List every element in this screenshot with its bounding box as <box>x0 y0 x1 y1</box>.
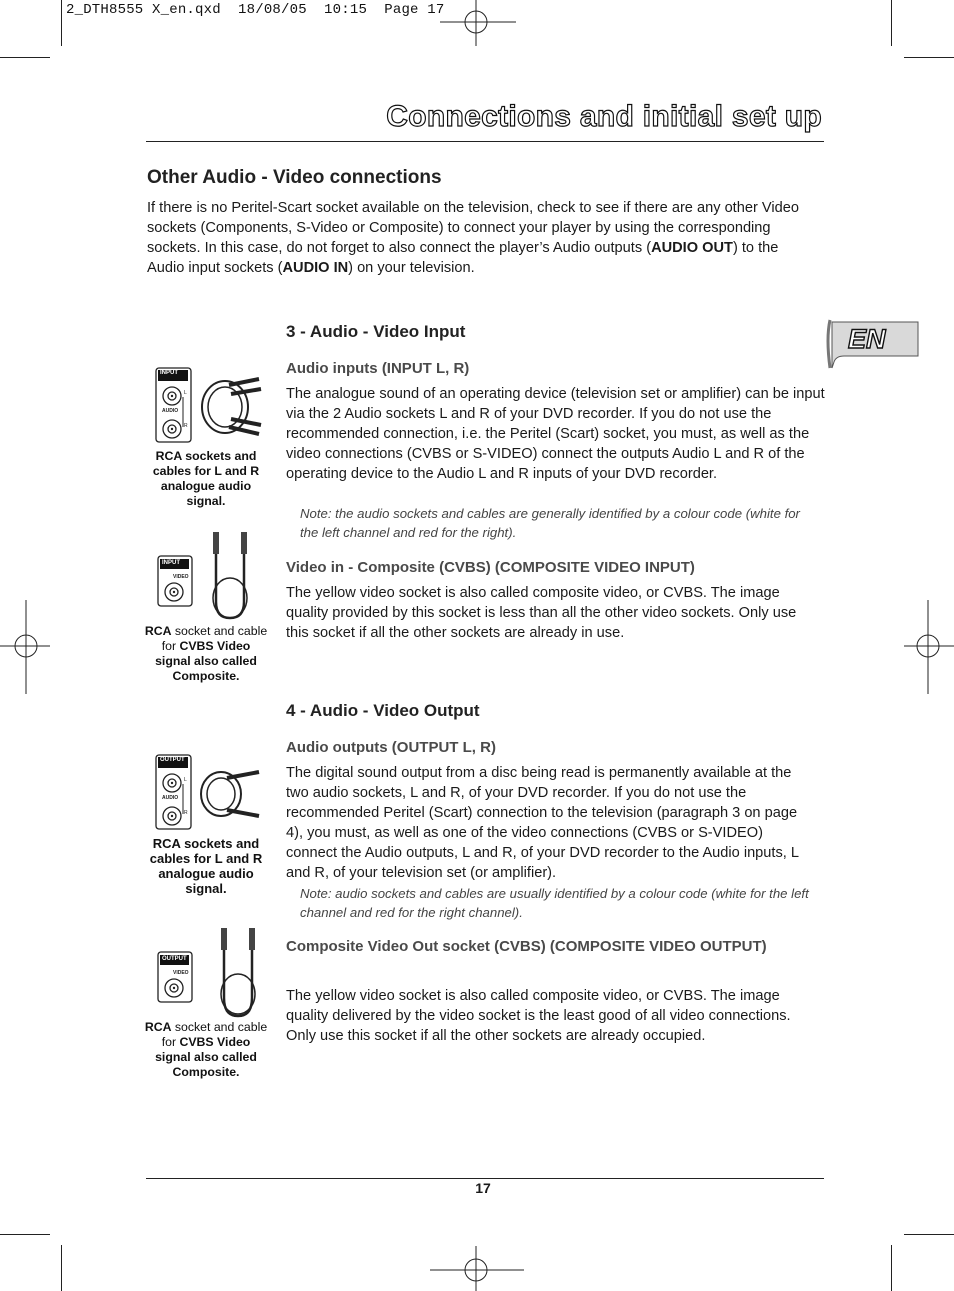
caption-output-video: RCA socket and cable for CVBS Video signal also called Composite. <box>144 1020 268 1079</box>
crop-mark <box>0 1234 50 1235</box>
language-tab-label: EN <box>848 324 886 354</box>
audio-inputs-text: The analogue sound of an operating device (television set or amplifier) can be input via the 2 Audio sockets L and R of your DVD recorder. If you do not use the recommended connection, i.e. the Peritel (Scart) socket, you must, as well as the video connections (CVBS or S-VIDEO) connect the outputs Audio L and R of the operating device to the Audio L and R inputs of your DVD recorder. <box>286 386 825 482</box>
panel-label: OUTPUT <box>160 757 185 763</box>
panel-sublabel: AUDIO <box>162 795 179 801</box>
intro-text: ) to the Audio input sockets ( <box>147 239 779 276</box>
audio-out-label: AUDIO OUT <box>651 239 733 256</box>
audio-outputs-note: Note: audio sockets and cables are usually identified by a colour code (white for the left channel and red for the right channel). <box>300 886 809 920</box>
crop-mark <box>0 57 50 58</box>
panel-sublabel: VIDEO <box>173 970 189 976</box>
video-out-text: The yellow video socket is also called composite video, or CVBS. The image quality delivered by the video socket is the least good of all video connections. Only use this socket if all the other sockets are already occupied. <box>286 988 791 1044</box>
caption-input-video: RCA socket and cable for CVBS Video signal also called Composite. <box>144 624 268 683</box>
section-heading-av-output: 4 - Audio - Video Output <box>286 701 480 720</box>
subheading-audio-outputs: Audio outputs (OUTPUT L, R) <box>286 739 496 756</box>
section-heading-other-av: Other Audio - Video connections <box>147 167 442 188</box>
audio-in-label: AUDIO IN <box>282 259 349 276</box>
figure-input-video <box>157 532 269 622</box>
footer-rule <box>146 1178 824 1179</box>
figure-input-audio <box>155 367 267 447</box>
crop-mark <box>891 1245 892 1291</box>
registration-mark-top <box>440 0 516 46</box>
subheading-video-out: Composite Video Out socket (CVBS) (COMPOSITE VIDEO OUTPUT) <box>286 938 767 955</box>
registration-mark-left <box>0 600 50 694</box>
right-channel-label: R <box>184 810 188 816</box>
section-heading-av-input: 3 - Audio - Video Input <box>286 322 466 341</box>
language-tab <box>826 318 920 370</box>
intro-text: ) on your television. <box>348 259 475 276</box>
crop-mark <box>61 1245 62 1291</box>
crop-mark <box>61 0 62 46</box>
rca-audio-illustration <box>155 754 267 834</box>
left-channel-label: L <box>184 390 187 396</box>
registration-mark-right <box>904 600 954 694</box>
panel-label: INPUT <box>160 370 178 376</box>
file-slug: 2_DTH8555 X_en.qxd 18/08/05 10:15 Page 17 <box>66 2 445 18</box>
right-channel-label: R <box>184 423 188 429</box>
figure-output-audio <box>155 754 267 834</box>
registration-mark-bottom <box>430 1246 524 1291</box>
panel-label: OUTPUT <box>162 956 187 962</box>
panel-label: INPUT <box>162 560 180 566</box>
title-rule <box>146 141 824 142</box>
crop-mark <box>891 0 892 46</box>
intro-text: If there is no Peritel-Scart socket available on the television, check to see if there are any other Video sockets (Components, S-Video or Composite) to connect your player by using the corresponding sockets. In this case, do not forget to also connect the player’s Audio outputs ( <box>147 200 799 256</box>
page-number: 17 <box>475 1180 491 1196</box>
figure-output-video <box>157 928 269 1020</box>
caption-input-audio: RCA sockets and cables for L and R analogue audio signal. <box>152 449 260 508</box>
subheading-video-in: Video in - Composite (CVBS) (COMPOSITE VIDEO INPUT) <box>286 559 695 576</box>
subheading-audio-inputs: Audio inputs (INPUT L, R) <box>286 360 470 377</box>
intro-paragraph <box>147 199 809 279</box>
audio-inputs-note: Note: the audio sockets and cables are generally identified by a colour code (white for the left channel and red for the right). <box>300 506 800 540</box>
caption-output-audio: RCA sockets and cables for L and R analogue audio signal. <box>149 836 263 896</box>
rca-audio-illustration <box>155 367 267 447</box>
panel-sublabel: VIDEO <box>173 574 189 580</box>
left-channel-label: L <box>184 777 187 783</box>
panel-sublabel: AUDIO <box>162 408 179 414</box>
page-title: Connections and initial set up <box>386 100 822 133</box>
audio-outputs-text: The digital sound output from a disc being read is permanently available at the two audio sockets, L and R, of your DVD recorder. If you do not use the recommended Peritel (Scart) connection to the television (paragraph 3 on page 4), you must, as well as one of the video connections (CVBS or S-VIDEO) connect the Audio outputs, L and R, of your DVD recorder to the Audio inputs, L and R, of your television set (or amplifier). <box>286 765 799 881</box>
crop-mark <box>904 57 954 58</box>
crop-mark <box>904 1234 954 1235</box>
video-in-text: The yellow video socket is also called composite video, or CVBS. The image quality provided by this socket is less than all the other video sockets. Only use this socket if all the other sockets are already in use. <box>286 585 797 641</box>
